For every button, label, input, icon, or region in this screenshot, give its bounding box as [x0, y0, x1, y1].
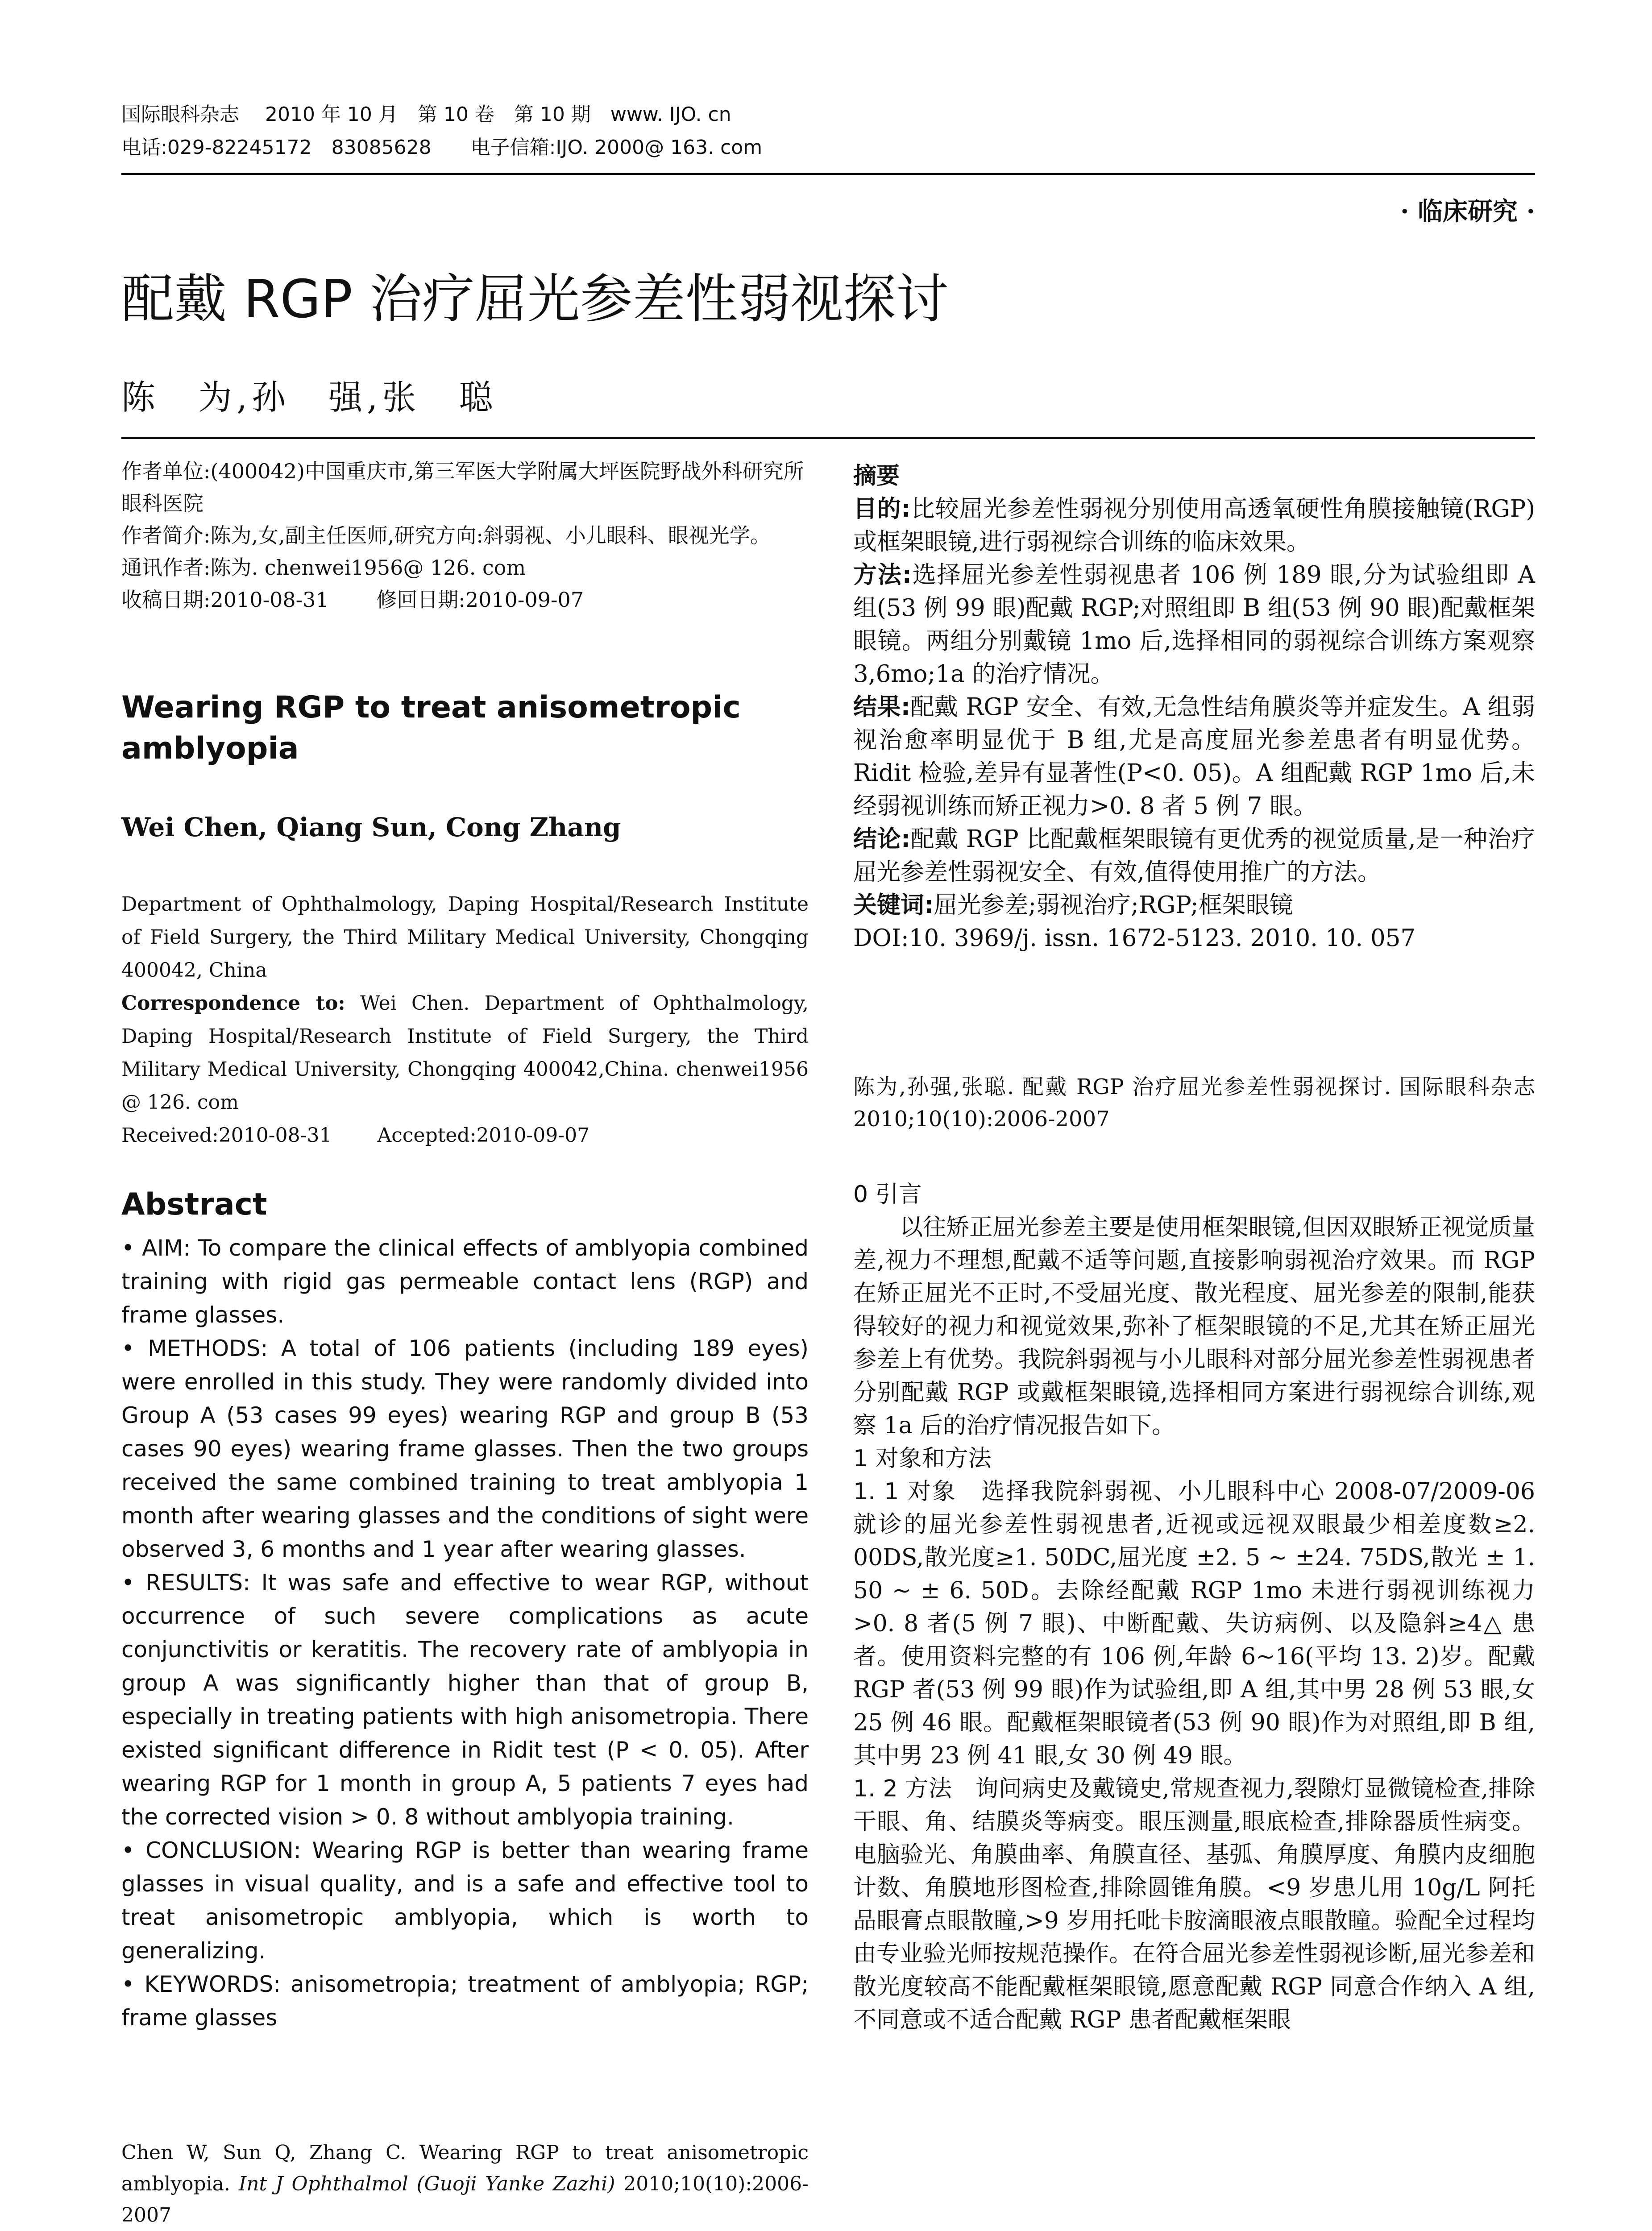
abstract-heading-en: Abstract — [121, 1187, 267, 1222]
abstract-aim-text: 比较屈光参差性弱视分别使用高透氧硬性角膜接触镜(RGP)或框架眼镜,进行弱视综合训练的临床效果。 — [853, 495, 1535, 556]
section-1-1 — [853, 1475, 1535, 1772]
correspondence-en — [121, 987, 809, 1119]
abstract-aim-cn — [853, 493, 1535, 559]
doi: DOI:10. 3969/j. issn. 1672-5123. 2010. 10. 057 — [853, 925, 1416, 952]
abstract-conclusion-label: 结论: — [853, 825, 911, 853]
section-1-2-label: 1. 2 方法 — [853, 1775, 952, 1802]
citation-en-journal: Int J Ophthalmol (Guoji Yanke Zazhi) — [238, 2173, 615, 2195]
abstract-cn — [853, 460, 1535, 955]
abstract-keywords-label: 关键词: — [853, 892, 934, 919]
abstract-conclusion-cn — [853, 823, 1535, 889]
citation-cn: 陈为,孙强,张聪. 配戴 RGP 治疗屈光参差性弱视探讨. 国际眼科杂志 2010;10(10):2006-2007 — [853, 1074, 1535, 1132]
abstract-keywords-text: 屈光参差;弱视治疗;RGP;框架眼镜 — [934, 892, 1293, 919]
journal-header-line1: 国际眼科杂志 2010 年 10 月 第 10 卷 第 10 期 www. IJO. cn — [121, 103, 731, 126]
authors-en: Wei Chen, Qiang Sun, Cong Zhang — [121, 812, 621, 842]
section-1-heading: 1 对象和方法 — [853, 1445, 992, 1472]
author-bio: 作者简介:陈为,女,副主任医师,研究方向:斜弱视、小儿眼科、眼视光学。 — [121, 523, 771, 547]
correspondence-label: Correspondence to: — [121, 992, 345, 1015]
abstract-methods-en: • METHODS: A total of 106 patients (including 189 eyes) were enrolled in this study. They were randomly divided into Group A (53 cases 99 eyes) wearing RGP and group B (53 cases 90 eyes) wearing frame glasses. Then the two groups received the same combined training to treat amblyopia 1 month after wearing glasses and the conditions of sight were observed 3, 6 months and 1 year after wearing glasses. — [121, 1335, 809, 1562]
title-rule — [121, 437, 1535, 439]
abstract-methods-cn — [853, 559, 1535, 691]
affiliation-cn — [121, 455, 809, 616]
abstract-aim-label: 目的: — [853, 495, 911, 523]
abstract-body-cn — [853, 493, 1535, 955]
received-dates-en: Received:2010-08-31 Accepted:2010-09-07 — [121, 1124, 590, 1147]
abstract-results-label: 结果: — [853, 693, 910, 721]
header-rule — [121, 173, 1535, 175]
received-dates-cn: 收稿日期:2010-08-31 修回日期:2010-09-07 — [121, 588, 584, 612]
article-title: 配戴 RGP 治疗屈光参差性弱视探讨 — [121, 268, 949, 330]
abstract-results-en: • RESULTS: It was safe and effective to wear RGP, without occurrence of such severe complications as acute conjunctivitis or keratitis. The recovery rate of amblyopia in group A was significantly higher than that of group B, especially in treating patients with high anisometropia. There existed significant difference in Ridit test (P < 0. 05). After wearing RGP for 1 month in group A, 5 patients 7 eyes had the corrected vision > 0. 8 without amblyopia training. — [121, 1570, 809, 1830]
section-0-text: 以往矫正屈光参差主要是使用框架眼镜,但因双眼矫正视觉质量差,视力不理想,配戴不适等问题,直接影响弱视治疗效果。而 RGP 在矫正屈光不正时,不受屈光度、散光程度、屈光参差的限制,能获得较好的视力和视觉效果,弥补了框架眼镜的不足,尤其在矫正屈光参差上有优势。我院斜弱视与小儿眼科对部分屈光参差性弱视患者分别配戴 RGP 或戴框架眼镜,选择相同方案进行弱视综合训练,观察 1a 后的治疗情况报告如下。 — [853, 1214, 1535, 1439]
citation-en-post: 2010;10(10):2006-2007 — [121, 2173, 809, 2227]
section-0-heading: 0 引言 — [853, 1181, 922, 1208]
abstract-aim-en: • AIM: To compare the clinical effects of amblyopia combined training with rigid gas permeable contact lens (RGP) and frame glasses. — [121, 1235, 809, 1328]
citation-en — [121, 2137, 809, 2231]
section-1-1-text: 选择我院斜弱视、小儿眼科中心 2008-07/2009-06 就诊的屈光参差性弱视患者,近视或远视双眼最少相差度数≥2. 00DS,散光度≥1. 50DC,屈光度 ±2. 5 ~ ±24. 75DS,散光 ± 1. 50 ~ ± 6. 50D。去除经配戴 RGP 1mo 未进行弱视训练视力>0. 8 者(5 例 7 眼)、中断配戴、失访病例、以及隐斜≥4△ 患者。使用资料完整的有 106 例,年龄 6~16(平均 13. 2)岁。配戴 RGP 者(53 例 99 眼)作为试验组,即 A 组,其中男 28 例 53 眼,女 25 例 46 眼。配戴框架眼镜者(53 例 90 眼)作为对照组,即 B 组,其中男 23 例 41 眼,女 30 例 49 眼。 — [853, 1478, 1535, 1769]
citation-en-pre: Chen W, Sun Q, Zhang C. Wearing RGP to treat anisometropic amblyopia. — [121, 2141, 809, 2195]
body-text — [853, 1178, 1535, 2036]
journal-header-line2: 电话:029-82245172 83085628 电子信箱:IJO. 2000@ 163. com — [121, 136, 763, 159]
department-en: Department of Ophthalmology, Daping Hospital/Research Institute of Field Surgery, the Third Military Medical University, Chongqing 400042, China — [121, 893, 809, 982]
article-title-en: Wearing RGP to treat anisometropic amblyopia — [121, 690, 741, 766]
authors-cn: 陈 为,孙 强,张 聪 — [121, 377, 498, 417]
abstract-results-text: 配戴 RGP 安全、有效,无急性结角膜炎等并症发生。A 组弱视治愈率明显优于 B 组,尤是高度屈光参差患者有明显优势。Ridit 检验,差异有显著性(P<0. 05)。A 组配戴 RGP 1mo 后,未经弱视训练而矫正视力>0. 8 者 5 例 7 眼。 — [853, 693, 1535, 820]
abstract-methods-label: 方法: — [853, 561, 912, 589]
abstract-conclusion-text: 配戴 RGP 比配戴框架眼镜有更优秀的视觉质量,是一种治疗屈光参差性弱视安全、有效,值得使用推广的方法。 — [853, 825, 1535, 886]
affiliation-en — [121, 888, 809, 1152]
abstract-heading-cn: 摘要 — [853, 463, 900, 489]
abstract-results-cn — [853, 691, 1535, 823]
author-unit: 作者单位:(400042)中国重庆市,第三军医大学附属大坪医院野战外科研究所眼科医院 — [121, 459, 804, 515]
section-1-1-label: 1. 1 对象 — [853, 1478, 957, 1505]
abstract-methods-text: 选择屈光参差性弱视患者 106 例 189 眼,分为试验组即 A 组(53 例 99 眼)配戴 RGP;对照组即 B 组(53 例 90 眼)配戴框架眼镜。两组分别戴镜 1mo 后,选择相同的弱视综合训练方案观察 3,6mo;1a 的治疗情况。 — [853, 561, 1535, 688]
abstract-conclusion-en: • CONCLUSION: Wearing RGP is better than wearing frame glasses in visual quality, and is a safe and effective tool to treat anisometropic amblyopia, which is worth to generalizing. — [121, 1837, 809, 1964]
abstract-keywords-en: • KEYWORDS: anisometropia; treatment of amblyopia; RGP; frame glasses — [121, 1971, 809, 2031]
abstract-en — [121, 1232, 809, 2035]
section-1-2 — [853, 1772, 1535, 2036]
section-1-2-text: 询问病史及戴镜史,常规查视力,裂隙灯显微镜检查,排除干眼、角、结膜炎等病变。眼压测量,眼底检查,排除器质性病变。电脑验光、角膜曲率、角膜直径、基弧、角膜厚度、角膜内皮细胞计数、角膜地形图检查,排除圆锥角膜。<9 岁患儿用 10g/L 阿托品眼膏点眼散瞳,>9 岁用托吡卡胺滴眼液点眼散瞳。验配全过程均由专业验光师按规范操作。在符合屈光参差性弱视诊断,屈光参差和散光度较高不能配戴框架眼镜,愿意配戴 RGP 同意合作纳入 A 组,不同意或不适合配戴 RGP 患者配戴框架眼 — [853, 1775, 1535, 2033]
abstract-keywords-cn — [853, 889, 1535, 922]
section-tag: · 临床研究 · — [1400, 197, 1535, 226]
correspondence-text: Wei Chen. Department of Ophthalmology, Daping Hospital/Research Institute of Field Surgery, the Third Military Medical University, Chongqing 400042,China. chenwei1956 @ 126. com — [121, 992, 809, 1114]
corresponding-author: 通讯作者:陈为. chenwei1956@ 126. com — [121, 556, 526, 580]
